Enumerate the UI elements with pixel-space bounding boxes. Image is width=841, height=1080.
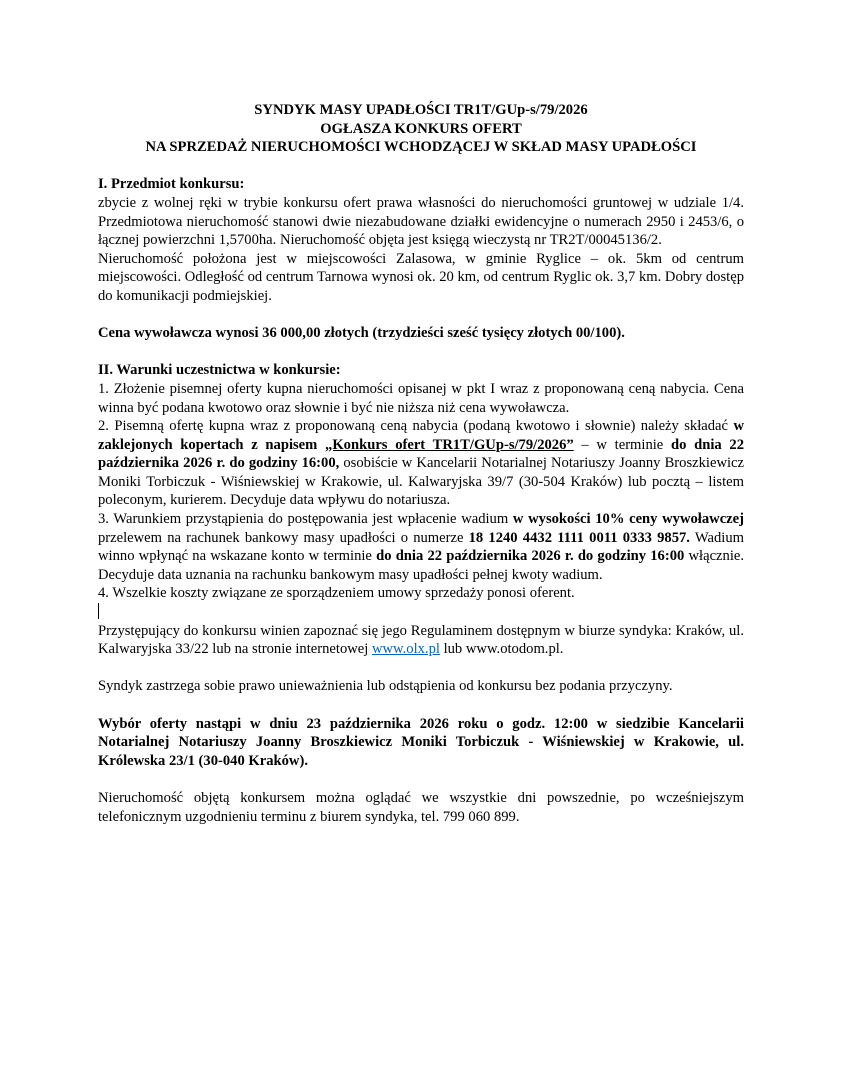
condition-2-deadline: do dnia 22 października 2026 r. do godziny 16:00, xyxy=(98,436,745,472)
condition-item-1: 1. Złożenie pisemnej oferty kupna nieruchomości opisanej w pkt I wraz z proponowaną ceną nabycia. Cena winna być podana kwotowo oraz słownie i być nie niższa niż cena wywoławcza. xyxy=(98,380,744,416)
header-line-3: NA SPRZEDAŻ NIERUCHOMOŚCI WCHODZĄCEJ W SKŁAD MASY UPADŁOŚCI xyxy=(145,139,697,156)
condition-3-text: Wadium winno wpłynąć na wskazane konto w terminie xyxy=(98,529,744,565)
spacer xyxy=(98,343,744,362)
condition-item-4: 4. Wszelkie koszty związane ze sporządzeniem umowy sprzedaży ponosi oferent. xyxy=(98,585,575,602)
section-1-paragraph-2: Nieruchomość położona jest w miejscowości Zalasowa, w gminie Ryglice – ok. 5km od centrum miejscowości. Odległość od centrum Tarnowa wynosi ok. 20 km, od centrum Ryglic ok. 3,7 km. Dobry dostęp do komunikacji podmiejskiej. xyxy=(98,250,744,304)
selection-paragraph: Wybór oferty nastąpi w dniu 23 października 2026 roku o godz. 12:00 w siedzibie Kancelarii Notarialnej Notariuszy Joanny Broszkiewicz Moniki Torbiczuk - Wiśniewskiej w Krakowie, ul. Królewska 23/1 (30-040 Kraków). xyxy=(98,715,744,769)
spacer xyxy=(98,696,744,715)
spacer xyxy=(98,770,744,789)
document-header xyxy=(98,101,744,157)
header-line-1: SYNDYK MASY UPADŁOŚCI TR1T/GUp-s/79/2026 xyxy=(254,102,588,118)
text-caret xyxy=(98,603,99,619)
condition-3-deadline: do dnia 22 października 2026 r. do godziny 16:00 xyxy=(376,548,685,565)
condition-2-text: – w terminie xyxy=(573,436,671,453)
condition-3-text: 3. Warunkiem przystąpienia do postępowania jest wpłacenie wadium xyxy=(98,511,513,528)
condition-2-text: 2. Pisemną ofertę kupna wraz z proponowaną ceną nabycia (podaną kwotowo i słownie) należy składać xyxy=(98,418,734,435)
reservation-paragraph: Syndyk zastrzega sobie prawo unieważnienia lub odstąpienia od konkursu bez podania przyczyny. xyxy=(98,678,673,695)
condition-3-account-number: 18 1240 4432 1111 0011 0333 9857. xyxy=(468,529,690,546)
starting-price: Cena wywoławcza wynosi 36 000,00 złotych (trzydzieści sześć tysięcy złotych 00/100). xyxy=(98,325,625,342)
regulations-paragraph xyxy=(98,622,744,659)
viewing-paragraph: Nieruchomość objętą konkursem można oglądać we wszystkie dni powszednie, po wcześniejszym telefonicznym uzgodnieniu terminu z biurem syndyka, tel. 799 060 899. xyxy=(98,789,744,825)
document-body xyxy=(98,101,744,826)
spacer xyxy=(98,659,744,678)
section-2-heading: II. Warunki uczestnictwa w konkursie: xyxy=(98,362,341,379)
section-1-heading: I. Przedmiot konkursu: xyxy=(98,176,245,193)
condition-2-envelope-label: „Konkurs ofert TR1T/GUp-s/79/2026” xyxy=(325,436,574,453)
condition-2-envelope: w zaklejonych kopertach z napisem xyxy=(98,418,744,453)
condition-3-deposit-amount: w wysokości 10% ceny wywoławczej xyxy=(512,511,744,528)
regulations-text: Przystępujący do konkursu winien zapoznać się jego Regulaminem dostępnym w biurze syndyka: Kraków, ul. Kalwaryjska 33/22 lub na stronie internetowej xyxy=(98,622,744,658)
condition-3-text: włącznie. Decyduje data uznania na rachunku bankowym masy upadłości pełnej kwoty wadium. xyxy=(98,548,744,583)
spacer xyxy=(98,306,744,325)
condition-3-text: przelewem na rachunek bankowy masy upadłości o numerze xyxy=(98,529,469,546)
condition-item-2 xyxy=(98,417,744,510)
text-cursor-line xyxy=(98,603,744,622)
header-line-2: OGŁASZA KONKURS OFERT xyxy=(320,120,522,137)
condition-2-text: osobiście w Kancelarii Notarialnej Notariuszy Joanny Broszkiewicz Moniki Torbiczuk - Wiśniewskiej w Krakowie, ul. Kalwaryjska 39/7 (30-504 Kraków) lub pocztą – listem poleconym, kurierem. Decyduje data wpływu do notariusza. xyxy=(98,455,744,509)
section-1-paragraph-1: zbycie z wolnej ręki w trybie konkursu ofert prawa własności do nieruchomości gruntowej w udziale 1/4. Przedmiotowa nieruchomość stanowi dwie niezabudowane działki ewidencyjne o numerach 2950 i 2453/6, o łącznej powierzchni 1,5700ha. Nieruchomość objęta jest księgą wieczystą nr TR2T/00045136/2. xyxy=(98,194,744,249)
condition-item-3 xyxy=(98,510,744,584)
olx-link[interactable]: www.olx.pl xyxy=(371,641,440,658)
spacer xyxy=(98,157,744,176)
regulations-text: lub www.otodom.pl. xyxy=(439,641,564,658)
